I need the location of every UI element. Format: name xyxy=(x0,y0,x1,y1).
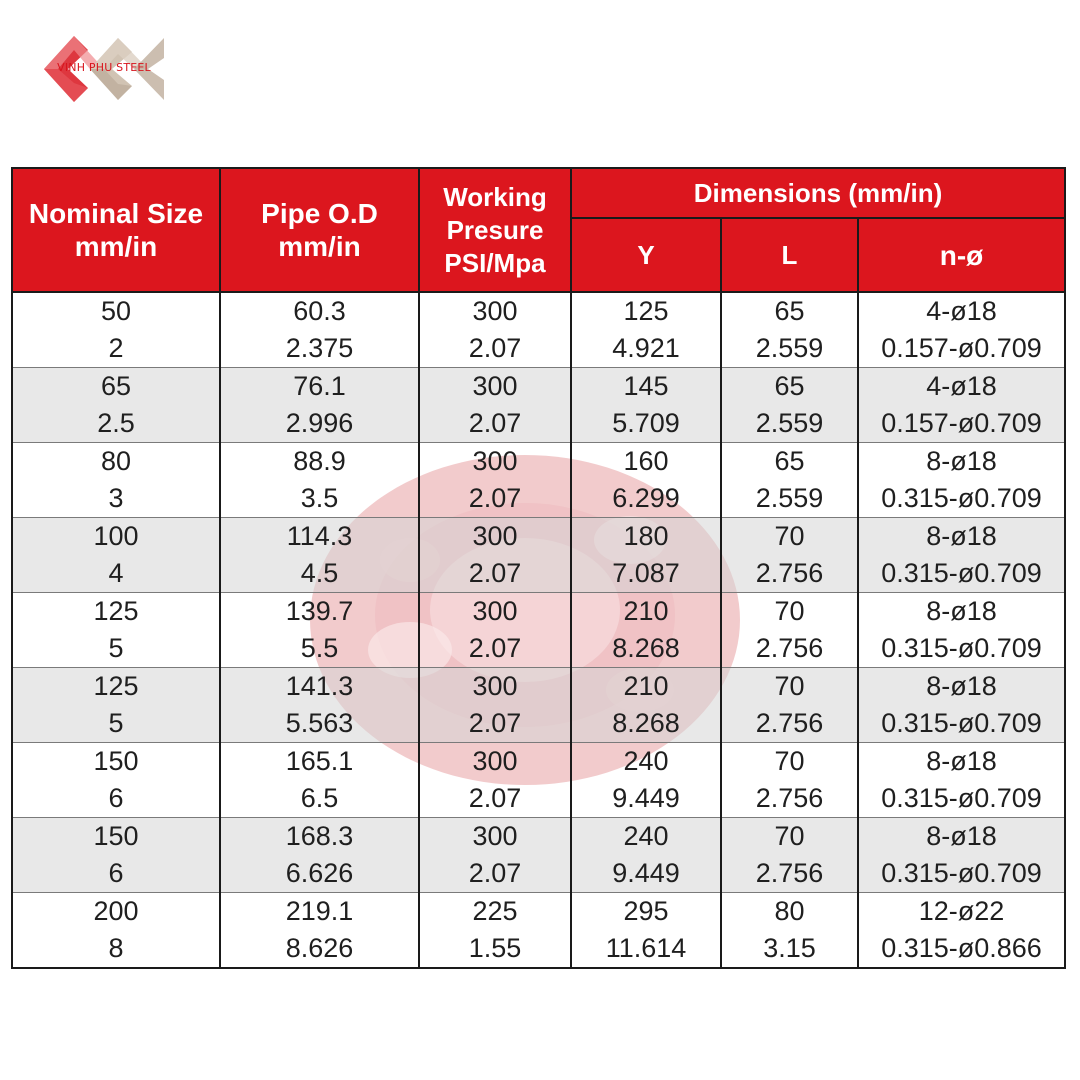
l-cell: 70 2.756 xyxy=(721,743,858,818)
brand-logo xyxy=(38,28,170,110)
nominal-size-cell: 80 3 xyxy=(12,443,220,518)
table-row xyxy=(12,593,1065,668)
pipe-od-cell: 141.3 5.563 xyxy=(220,668,419,743)
pressure-cell: 300 2.07 xyxy=(419,818,571,893)
n-phi-cell: 4-ø18 0.157-ø0.709 xyxy=(858,368,1065,443)
header-l: L xyxy=(721,218,858,292)
y-cell: 125 4.921 xyxy=(571,292,721,368)
l-cell: 70 2.756 xyxy=(721,518,858,593)
n-phi-cell: 12-ø22 0.315-ø0.866 xyxy=(858,893,1065,969)
pipe-od-cell: 139.7 5.5 xyxy=(220,593,419,668)
header-y: Y xyxy=(571,218,721,292)
pipe-od-cell: 60.3 2.375 xyxy=(220,292,419,368)
table-row xyxy=(12,743,1065,818)
nominal-size-cell: 200 8 xyxy=(12,893,220,969)
pressure-cell: 300 2.07 xyxy=(419,292,571,368)
table-row xyxy=(12,818,1065,893)
nominal-size-cell: 100 4 xyxy=(12,518,220,593)
header-working-pressure: Working Presure PSI/Mpa xyxy=(419,168,571,292)
table-row xyxy=(12,518,1065,593)
table-row xyxy=(12,668,1065,743)
y-cell: 180 7.087 xyxy=(571,518,721,593)
header-pipe-od: Pipe O.D mm/in xyxy=(220,168,419,292)
table-row xyxy=(12,368,1065,443)
l-cell: 65 2.559 xyxy=(721,292,858,368)
pressure-cell: 300 2.07 xyxy=(419,368,571,443)
l-cell: 70 2.756 xyxy=(721,668,858,743)
l-cell: 65 2.559 xyxy=(721,368,858,443)
pipe-od-cell: 114.3 4.5 xyxy=(220,518,419,593)
n-phi-cell: 8-ø18 0.315-ø0.709 xyxy=(858,518,1065,593)
pressure-cell: 300 2.07 xyxy=(419,518,571,593)
table-row xyxy=(12,443,1065,518)
y-cell: 210 8.268 xyxy=(571,668,721,743)
nominal-size-cell: 150 6 xyxy=(12,818,220,893)
n-phi-cell: 8-ø18 0.315-ø0.709 xyxy=(858,818,1065,893)
nominal-size-cell: 150 6 xyxy=(12,743,220,818)
n-phi-cell: 8-ø18 0.315-ø0.709 xyxy=(858,593,1065,668)
header-n-phi: n-ø xyxy=(858,218,1065,292)
y-cell: 145 5.709 xyxy=(571,368,721,443)
brand-name: VINH PHU STEEL xyxy=(57,61,151,74)
pressure-cell: 300 2.07 xyxy=(419,443,571,518)
nominal-size-cell: 125 5 xyxy=(12,668,220,743)
nominal-size-cell: 50 2 xyxy=(12,292,220,368)
nominal-size-cell: 125 5 xyxy=(12,593,220,668)
nominal-size-cell: 65 2.5 xyxy=(12,368,220,443)
n-phi-cell: 8-ø18 0.315-ø0.709 xyxy=(858,443,1065,518)
y-cell: 160 6.299 xyxy=(571,443,721,518)
n-phi-cell: 4-ø18 0.157-ø0.709 xyxy=(858,292,1065,368)
pipe-od-cell: 165.1 6.5 xyxy=(220,743,419,818)
pressure-cell: 300 2.07 xyxy=(419,593,571,668)
header-nominal-size: Nominal Size mm/in xyxy=(12,168,220,292)
y-cell: 240 9.449 xyxy=(571,818,721,893)
n-phi-cell: 8-ø18 0.315-ø0.709 xyxy=(858,743,1065,818)
table-row xyxy=(12,292,1065,368)
l-cell: 70 2.756 xyxy=(721,818,858,893)
flange-spec-table xyxy=(11,167,1066,969)
pressure-cell: 300 2.07 xyxy=(419,668,571,743)
l-cell: 65 2.559 xyxy=(721,443,858,518)
header-dimensions: Dimensions (mm/in) xyxy=(571,168,1065,218)
pipe-od-cell: 168.3 6.626 xyxy=(220,818,419,893)
y-cell: 240 9.449 xyxy=(571,743,721,818)
pressure-cell: 225 1.55 xyxy=(419,893,571,969)
pipe-od-cell: 76.1 2.996 xyxy=(220,368,419,443)
n-phi-cell: 8-ø18 0.315-ø0.709 xyxy=(858,668,1065,743)
pipe-od-cell: 219.1 8.626 xyxy=(220,893,419,969)
l-cell: 80 3.15 xyxy=(721,893,858,969)
pressure-cell: 300 2.07 xyxy=(419,743,571,818)
pipe-od-cell: 88.9 3.5 xyxy=(220,443,419,518)
y-cell: 210 8.268 xyxy=(571,593,721,668)
l-cell: 70 2.756 xyxy=(721,593,858,668)
y-cell: 295 11.614 xyxy=(571,893,721,969)
table-row xyxy=(12,893,1065,969)
